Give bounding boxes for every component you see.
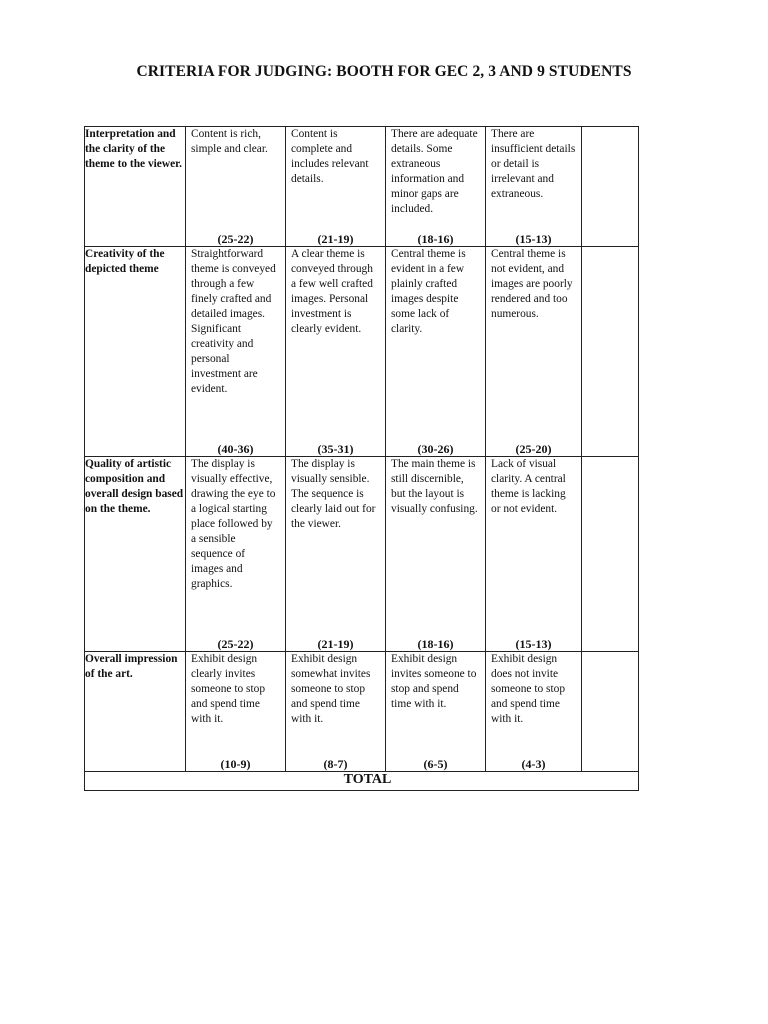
criterion-cell (85, 127, 186, 247)
level-description: Content is rich, simple and clear. (191, 128, 268, 155)
page-title: CRITERIA FOR JUDGING: BOOTH FOR GEC 2, 3 AND 9 STUDENTS (136, 63, 632, 80)
level-description: The display is visually effective, drawing the eye to a logical starting place followed by a sensible sequence of images and graphics. (191, 458, 276, 590)
level-description: Content is complete and includes relevant details. (291, 128, 369, 185)
level-description: Exhibit design invites someone to stop and spend time with it. (391, 653, 477, 710)
score-range: (18-16) (417, 232, 454, 246)
level-description: There are insufficient details or detail is irrelevant and extraneous. (491, 128, 576, 200)
score-entry-cell (582, 247, 639, 457)
level-description: Exhibit design clearly invites someone to stop and spend time with it. (191, 653, 266, 725)
criterion-cell (85, 457, 186, 652)
level-description: Lack of visual clarity. A central theme is lacking or not evident. (491, 458, 566, 515)
criterion-cell (85, 247, 186, 457)
level-cell (286, 127, 386, 247)
level-description: Central theme is not evident, and images are poorly rendered and too numerous. (491, 248, 573, 320)
score-range: (10-9) (220, 757, 251, 771)
table-row (85, 457, 639, 652)
score-range: (40-36) (217, 442, 254, 456)
score-range: (25-20) (515, 442, 552, 456)
level-description: There are adequate details. Some extraneous information and minor gaps are included. (391, 128, 478, 215)
total-row (85, 772, 639, 791)
level-cell (286, 652, 386, 772)
level-cell (486, 652, 582, 772)
total-label: TOTAL (85, 772, 639, 791)
score-range: (18-16) (417, 637, 454, 651)
score-entry-cell (582, 457, 639, 652)
level-cell (186, 457, 286, 652)
score-range: (25-22) (217, 232, 254, 246)
score-range: (15-13) (515, 232, 552, 246)
level-description: Exhibit design does not invite someone to stop and spend time with it. (491, 653, 566, 725)
level-description: A clear theme is conveyed through a few well crafted images. Personal investment is clearly evident. (291, 248, 373, 335)
level-description: Exhibit design somewhat invites someone to stop and spend time with it. (291, 653, 371, 725)
score-range: (15-13) (515, 637, 552, 651)
level-cell (486, 457, 582, 652)
level-cell (286, 247, 386, 457)
criterion-label: Quality of artistic composition and overall design based on the theme. (85, 458, 184, 515)
criterion-label: Overall impression of the art. (85, 653, 178, 680)
score-range: (8-7) (323, 757, 348, 771)
level-description: The display is visually sensible. The sequence is clearly laid out for the viewer. (291, 458, 376, 530)
table-row (85, 247, 639, 457)
level-description: Straightforward theme is conveyed through a few finely crafted and detailed images. Significant creativity and personal investment are evident. (191, 248, 276, 395)
level-cell (386, 652, 486, 772)
rubric-table (84, 126, 639, 791)
level-cell (186, 247, 286, 457)
criterion-label: Creativity of the depicted theme (85, 248, 165, 275)
level-cell (186, 652, 286, 772)
level-cell (286, 457, 386, 652)
level-cell (486, 127, 582, 247)
score-range: (35-31) (317, 442, 354, 456)
table-row (85, 127, 639, 247)
score-range: (21-19) (317, 232, 354, 246)
score-range: (4-3) (521, 757, 546, 771)
level-cell (386, 457, 486, 652)
score-range: (6-5) (423, 757, 448, 771)
score-entry-cell (582, 652, 639, 772)
score-range: (21-19) (317, 637, 354, 651)
level-description: Central theme is evident in a few plainly crafted images despite some lack of clarity. (391, 248, 466, 335)
criterion-label: Interpretation and the clarity of the theme to the viewer. (85, 128, 182, 170)
score-range: (25-22) (217, 637, 254, 651)
level-description: The main theme is still discernible, but the layout is visually confusing. (391, 458, 478, 515)
score-entry-cell (582, 127, 639, 247)
score-range: (30-26) (417, 442, 454, 456)
level-cell (486, 247, 582, 457)
level-cell (186, 127, 286, 247)
level-cell (386, 127, 486, 247)
level-cell (386, 247, 486, 457)
criterion-cell (85, 652, 186, 772)
table-row (85, 652, 639, 772)
